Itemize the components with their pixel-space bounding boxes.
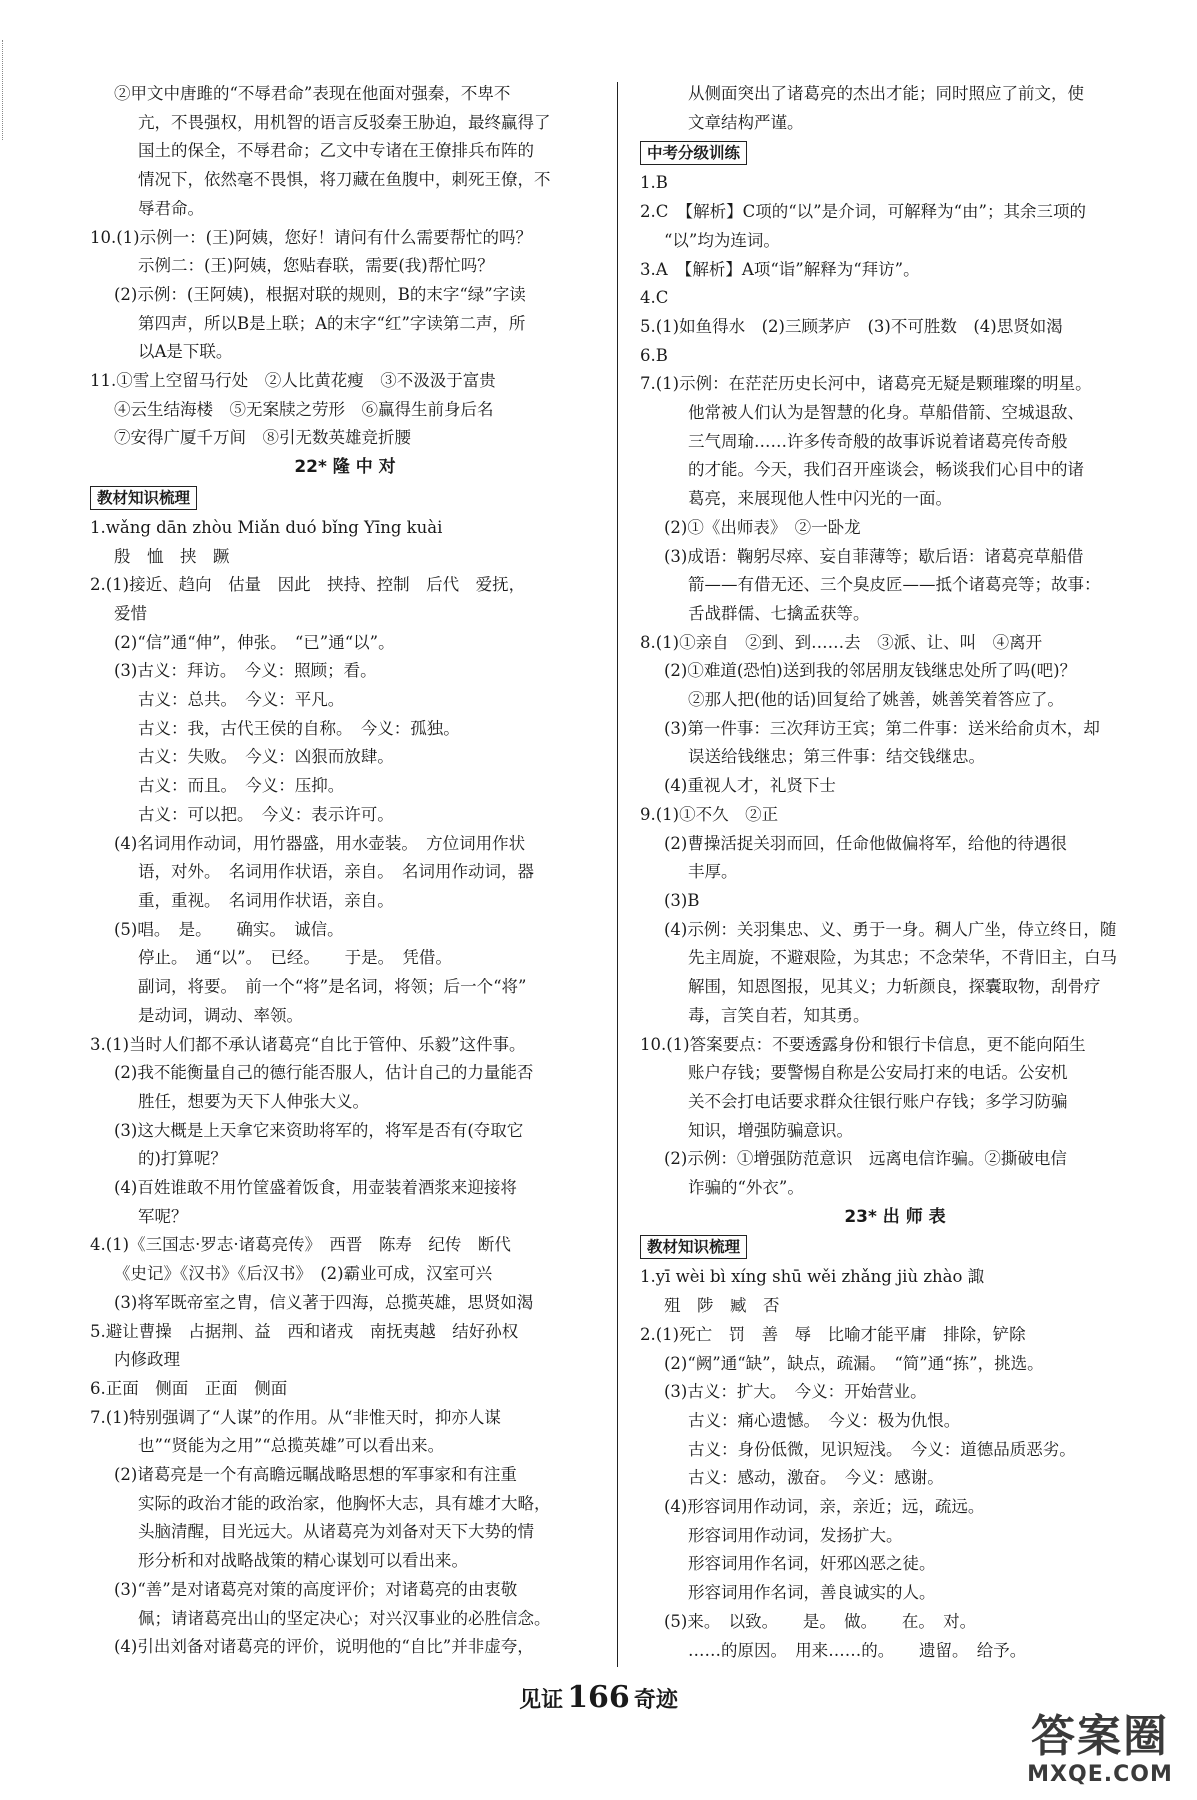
page-edge-marks bbox=[2, 40, 9, 140]
text-line: 10.(1)示例一：(王)阿姨，您好！请问有什么需要帮忙的吗？ bbox=[90, 227, 532, 247]
text-line: 第四声，所以B是上联；A的末字“红”字读第二声，所 bbox=[138, 313, 526, 333]
text-line: 古义：可以把。 今义：表示许可。 bbox=[138, 804, 394, 824]
text-line: 形分析和对战略战策的精心谋划可以看出来。 bbox=[138, 1551, 468, 1571]
text-line: (3)B bbox=[664, 890, 700, 910]
text-line: (3)第一件事：三次拜访王宾；第二件事：送米给俞贞木，却 bbox=[664, 718, 1100, 738]
text-line: 内修政理 bbox=[114, 1350, 180, 1370]
text-line: ②那人把(他的话)回复给了姚善，姚善笑着答应了。 bbox=[688, 690, 1064, 710]
right-column bbox=[640, 80, 1150, 1665]
text-line: 佩；请诸葛亮出山的坚定决心；对兴汉事业的必胜信念。 bbox=[138, 1608, 551, 1628]
text-line: (4)形容词用作动词，亲，亲近；远，疏远。 bbox=[664, 1497, 985, 1517]
text-line: 辱君命。 bbox=[138, 198, 204, 218]
text-line: (5)来。 以致。 是。 做。 在。 对。 bbox=[664, 1611, 977, 1631]
text-line: 关不会打电话要求群众往银行账户存钱；多学习防骗 bbox=[688, 1091, 1068, 1111]
text-line: 重，重视。 名词用作状语，亲自。 bbox=[138, 890, 394, 910]
text-line: 3.A 【解析】A项“诣”解释为“拜访”。 bbox=[640, 259, 920, 279]
text-line: 2.(1)接近、趋向 估量 因此 挟持、控制 后代 爱抚， bbox=[90, 575, 526, 595]
text-line: 的)打算呢？ bbox=[138, 1149, 227, 1169]
text-line: 殂 陟 臧 否 bbox=[664, 1296, 780, 1316]
text-line: 葛亮，来展现他人性中闪光的一面。 bbox=[688, 489, 952, 509]
text-line: 2.(1)死亡 罚 善 辱 比喻才能平庸 排除，铲除 bbox=[640, 1324, 1026, 1344]
text-line: 古义：失败。 今义：凶狠而放肆。 bbox=[138, 747, 394, 767]
text-line: 3.(1)当时人们都不承认诸葛亮“自比于管仲、乐毅”这件事。 bbox=[90, 1034, 526, 1054]
text-line: 从侧面突出了诸葛亮的杰出才能；同时照应了前文，使 bbox=[688, 84, 1084, 103]
text-line: 形容词用作名词，善良诚实的人。 bbox=[688, 1583, 936, 1603]
text-line: 胜任，想要为天下人伸张大义。 bbox=[138, 1091, 369, 1111]
text-line: 毒，言笑自若，知其勇。 bbox=[688, 1005, 870, 1025]
text-line: 古义：痛心遗憾。 今义：极为仇恨。 bbox=[688, 1410, 961, 1430]
lesson-title: 23* 出 师 表 bbox=[844, 1206, 946, 1227]
text-line: 语，对外。 名词用作状语，亲自。 名词用作动词，器 bbox=[138, 862, 534, 882]
text-line: (2)曹操活捉关羽而回，任命他做偏将军，给他的待遇很 bbox=[664, 833, 1067, 853]
text-line: 头脑清醒，目光远大。从诸葛亮为刘备对天下大势的情 bbox=[138, 1522, 534, 1542]
text-line: ②甲文中唐雎的“不辱君命”表现在他面对强秦，不卑不 bbox=[114, 84, 511, 103]
text-line: 殷 恤 挟 蹶 bbox=[114, 546, 230, 566]
text-line: 他常被人们认为是智慧的化身。草船借箭、空城退敌、 bbox=[688, 403, 1084, 423]
text-line: (4)引出刘备对诸葛亮的评价，说明他的“自比”并非虚夸， bbox=[114, 1637, 534, 1657]
section-header bbox=[640, 137, 1150, 169]
text-line: 实际的政治才能的政治家，他胸怀大志，具有雄才大略， bbox=[138, 1493, 551, 1513]
text-line: (4)名词用作动词，用竹器盛，用水壶装。 方位词用作状 bbox=[114, 833, 526, 853]
text-line: 是动词，调动、率领。 bbox=[138, 1005, 303, 1025]
section-box-label: 教材知识梳理 bbox=[90, 486, 197, 510]
lesson-title: 22* 隆 中 对 bbox=[294, 457, 396, 478]
text-line: (4)百姓谁敢不用竹筐盛着饭食，用壶装着酒浆来迎接将 bbox=[114, 1178, 517, 1198]
text-line: 舌战群儒、七擒孟获等。 bbox=[688, 603, 870, 623]
text-line: 文章结构严谨。 bbox=[688, 112, 804, 132]
text-line: (3)这大概是上天拿它来资助将军的，将军是否有(夺取它 bbox=[114, 1120, 524, 1140]
text-line: 形容词用作动词，发扬扩大。 bbox=[688, 1525, 903, 1545]
text-line: 示例二：(王)阿姨，您贴春联，需要(我)帮忙吗？ bbox=[138, 256, 494, 276]
text-line: 停止。 通“以”。 已经。 于是。 凭借。 bbox=[138, 948, 452, 968]
text-line: 7.(1)特别强调了“人谋”的作用。从“非惟天时，抑亦人谋 bbox=[90, 1407, 501, 1427]
text-line: 1.B bbox=[640, 173, 668, 193]
text-line: 10.(1)答案要点：不要透露身份和银行卡信息，更不能向陌生 bbox=[640, 1034, 1086, 1054]
text-line: 古义：我，古代王侯的自称。 今义：孤独。 bbox=[138, 718, 460, 738]
text-line: 国土的保全，不辱君命；乙文中专诸在王僚排兵布阵的 bbox=[138, 141, 534, 161]
watermark-site: MXQE.COM bbox=[1027, 1762, 1173, 1787]
text-line: 账户存钱；要警惕自称是公安局打来的电话。公安机 bbox=[688, 1063, 1068, 1083]
text-line: 误送给钱继忠；第三件事：结交钱继忠。 bbox=[688, 747, 985, 767]
footer-prefix: 见证 bbox=[519, 1687, 564, 1713]
text-line: 亢，不畏强权，用机智的语言反驳秦王胁迫，最终赢得了 bbox=[138, 112, 551, 132]
text-line: 《史记》《汉书》《后汉书》 (2)霸业可成，汉室可兴 bbox=[114, 1264, 493, 1284]
text-line: 军呢？ bbox=[138, 1206, 188, 1226]
text-line: 解围，知恩图报，见其义；力斩颜良，探囊取物，刮骨疗 bbox=[688, 977, 1101, 997]
text-line: (3)古义：扩大。 今义：开始营业。 bbox=[664, 1382, 927, 1402]
text-line: (4)示例：关羽集忠、义、勇于一身。稠人广坐，侍立终日，随 bbox=[664, 919, 1117, 939]
text-line: (3)将军既帝室之胄，信义著于四海，总揽英雄，思贤如渴 bbox=[114, 1292, 534, 1312]
watermark-logo: 答案圈 bbox=[1031, 1711, 1169, 1762]
text-line: 古义：而且。 今义：压抑。 bbox=[138, 776, 345, 796]
text-line: 5.(1)如鱼得水 (2)三顾茅庐 (3)不可胜数 (4)思贤如渴 bbox=[640, 316, 1063, 336]
text-line: 古义：感动，激奋。 今义：感谢。 bbox=[688, 1468, 944, 1488]
text-line: (3)“善”是对诸葛亮对策的高度评价；对诸葛亮的由衷敬 bbox=[114, 1579, 518, 1599]
text-line: 箭——有借无还、三个臭皮匠——抵个诸葛亮等；故事： bbox=[688, 575, 1101, 595]
text-line: 古义：总共。 今义：平凡。 bbox=[138, 690, 345, 710]
page-number: 166 bbox=[567, 1680, 630, 1715]
text-line: 情况下，依然毫不畏惧，将刀藏在鱼腹中，刺死王僚，不 bbox=[138, 170, 551, 190]
text-line: 6.正面 侧面 正面 侧面 bbox=[90, 1378, 288, 1398]
section-box-label: 中考分级训练 bbox=[640, 141, 747, 165]
text-line: (3)古义：拜访。 今义：照顾；看。 bbox=[114, 661, 377, 681]
text-line: “以”均为连词。 bbox=[664, 230, 780, 250]
text-line: 11.①雪上空留马行处 ②人比黄花瘦 ③不汲汲于富贵 bbox=[90, 371, 496, 391]
text-line: ……的原因。 用来……的。 遗留。 给予。 bbox=[688, 1640, 1027, 1660]
text-line: (4)重视人才，礼贤下士 bbox=[664, 776, 836, 796]
text-line: 丰厚。 bbox=[688, 862, 738, 882]
watermark bbox=[1010, 1712, 1190, 1794]
footer-suffix: 奇迹 bbox=[633, 1687, 678, 1713]
text-line: 知识，增强防骗意识。 bbox=[688, 1120, 853, 1140]
text-line: 5.避让曹操 占据荆、益 西和诸戎 南抚夷越 结好孙权 bbox=[90, 1321, 519, 1341]
section-header bbox=[640, 1231, 1150, 1263]
text-line: 2.C 【解析】C项的“以”是介词，可解释为“由”；其余三项的 bbox=[640, 202, 1086, 222]
left-column bbox=[90, 80, 600, 1662]
text-line: 8.(1)①亲自 ②到、到……去 ③派、让、叫 ④离开 bbox=[640, 632, 1043, 652]
text-line: 诈骗的“外衣”。 bbox=[688, 1178, 804, 1198]
text-line: (2)“信”通“伸”，伸张。 “已”通“以”。 bbox=[114, 632, 395, 652]
text-line: 4.C bbox=[640, 288, 669, 308]
text-line: ④云生结海楼 ⑤无案牍之劳形 ⑥赢得生前身后名 bbox=[114, 399, 494, 419]
text-line: 9.(1)①不久 ②正 bbox=[640, 804, 779, 824]
text-line: (2)“阙”通“缺”，缺点，疏漏。 “简”通“拣”，挑选。 bbox=[664, 1353, 1044, 1373]
text-line: 也”“贤能为之用”“总揽英雄”可以看出来。 bbox=[138, 1436, 445, 1456]
text-line: 形容词用作名词，奸邪凶恶之徒。 bbox=[688, 1554, 936, 1574]
text-line: 以A是下联。 bbox=[138, 342, 233, 362]
text-line: (5)唱。 是。 确实。 诚信。 bbox=[114, 919, 344, 939]
text-line: (2)我不能衡量自己的德行能否服人，估计自己的力量能否 bbox=[114, 1063, 534, 1083]
text-line: (2)诸葛亮是一个有高瞻远瞩战略思想的军事家和有注重 bbox=[114, 1465, 517, 1485]
text-line: (3)成语：鞠躬尽瘁、妄自菲薄等；歇后语：诸葛亮草船借 bbox=[664, 546, 1084, 566]
section-box-label: 教材知识梳理 bbox=[640, 1235, 747, 1259]
text-line: 4.(1)《三国志·罗志·诸葛亮传》 西晋 陈寿 纪传 断代 bbox=[90, 1235, 511, 1255]
column-divider bbox=[617, 82, 618, 1667]
text-line: 6.B bbox=[640, 345, 668, 365]
text-line: 古义：身份低微，见识短浅。 今义：道德品质恶劣。 bbox=[688, 1439, 1076, 1459]
text-line: 副词，将要。 前一个“将”是名词，将领；后一个“将” bbox=[138, 977, 527, 997]
text-line: (2)示例：(王阿姨)，根据对联的规则，B的末字“绿”字读 bbox=[114, 284, 526, 304]
text-line: 爱惜 bbox=[114, 603, 147, 623]
page-footer bbox=[0, 1680, 1197, 1715]
text-line: (2)①《出师表》 ②一卧龙 bbox=[664, 517, 861, 537]
text-line: (2)示例：①增强防范意识 远离电信诈骗。②撕破电信 bbox=[664, 1149, 1067, 1169]
text-line: 的才能。今天，我们召开座谈会，畅谈我们心目中的诸 bbox=[688, 460, 1084, 480]
text-line: 1.wǎng dān zhòu Miǎn duó bǐng Yīng kuài bbox=[90, 517, 443, 537]
text-line: 三气周瑜……许多传奇般的故事诉说着诸葛亮传奇般 bbox=[688, 431, 1068, 451]
text-line: ⑦安得广厦千万间 ⑧引无数英雄竞折腰 bbox=[114, 428, 411, 448]
section-header bbox=[90, 482, 600, 514]
text-line: 先主周旋，不避艰险，为其忠；不念荣华，不背旧主，白马 bbox=[688, 948, 1117, 968]
text-line: 1.yī wèi bì xíng shū wěi zhǎng jiù zhào 諏 bbox=[640, 1267, 985, 1287]
text-line: 7.(1)示例：在茫茫历史长河中，诸葛亮无疑是颗璀璨的明星。 bbox=[640, 374, 1092, 394]
text-line: (2)①难道(恐怕)送到我的邻居朋友钱继忠处所了吗(吧)？ bbox=[664, 661, 1077, 681]
